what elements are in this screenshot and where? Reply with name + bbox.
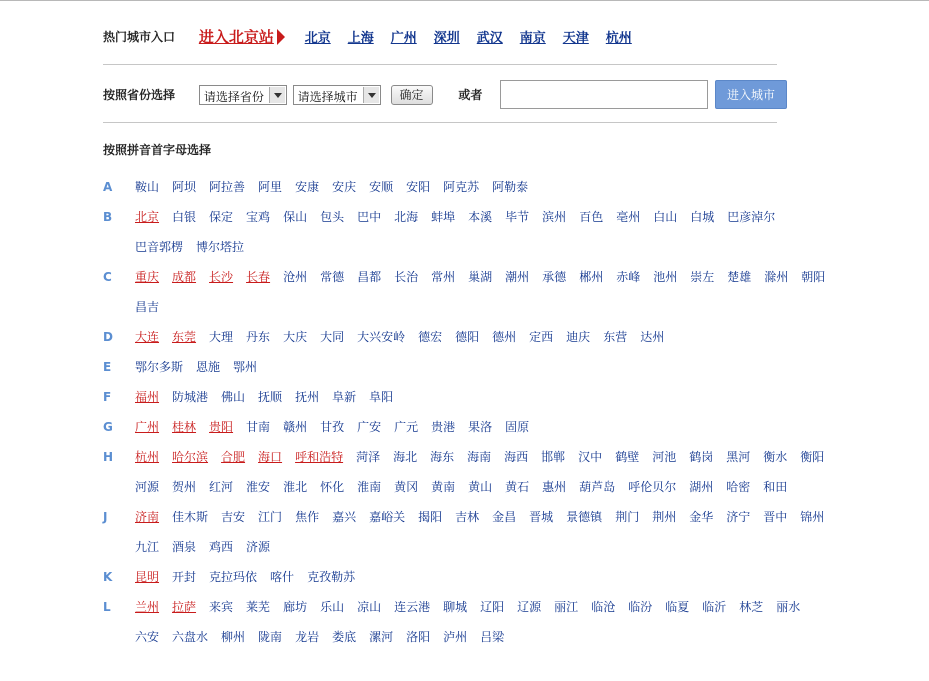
city-link[interactable]: 常州	[431, 270, 456, 284]
city-link[interactable]: 恩施	[196, 360, 221, 374]
city-link[interactable]: 鹤壁	[615, 450, 640, 464]
city-link[interactable]: 大理	[209, 330, 234, 344]
city-link[interactable]: 惠州	[542, 480, 567, 494]
hot-city-link[interactable]: 北京	[304, 31, 331, 46]
letter-group-b	[103, 202, 843, 262]
city-link[interactable]: 崇左	[690, 270, 715, 284]
letter-group-k	[103, 562, 843, 592]
city-list	[135, 172, 843, 202]
hot-city-link[interactable]: 杭州	[605, 31, 632, 46]
city-list	[135, 202, 843, 262]
city-link[interactable]: 白城	[690, 210, 715, 224]
city-link[interactable]: 呼伦贝尔	[628, 480, 677, 494]
city-link[interactable]: 贺州	[172, 480, 197, 494]
city-link[interactable]: 嘉兴	[332, 510, 357, 524]
city-link[interactable]: 阿拉善	[209, 180, 246, 194]
city-link[interactable]: 杭州	[135, 450, 160, 464]
city-link[interactable]: 大庆	[283, 330, 308, 344]
province-row	[103, 80, 787, 108]
city-link[interactable]: 鄂尔多斯	[135, 360, 184, 374]
city-link[interactable]: 定西	[529, 330, 554, 344]
city-list	[135, 502, 843, 562]
enter-city-button[interactable]: 进入城市	[715, 80, 787, 109]
letter-group-g	[103, 412, 843, 442]
city-link[interactable]: 郴州	[579, 270, 604, 284]
city-link[interactable]: 白山	[653, 210, 678, 224]
city-link[interactable]: 赤峰	[616, 270, 641, 284]
city-link[interactable]: 金华	[689, 510, 714, 524]
city-link[interactable]: 林芝	[739, 600, 764, 614]
city-link[interactable]: 包头	[320, 210, 345, 224]
city-link[interactable]: 承德	[542, 270, 567, 284]
city-list	[135, 322, 843, 352]
city-link[interactable]: 池州	[653, 270, 678, 284]
city-list	[135, 592, 843, 652]
city-link[interactable]: 黄冈	[394, 480, 419, 494]
city-link[interactable]: 菏泽	[356, 450, 381, 464]
city-link[interactable]: 江门	[258, 510, 283, 524]
city-link[interactable]: 连云港	[394, 600, 431, 614]
city-link[interactable]: 甘孜	[320, 420, 345, 434]
city-link[interactable]: 保定	[209, 210, 234, 224]
letter-group-d	[103, 322, 843, 352]
city-link[interactable]: 巴彦淖尔	[727, 210, 776, 224]
city-search-input[interactable]	[500, 80, 708, 109]
letter-group-l	[103, 592, 843, 652]
city-link[interactable]: 宝鸡	[246, 210, 271, 224]
city-link[interactable]: 红河	[209, 480, 234, 494]
city-list	[135, 382, 843, 412]
city-link[interactable]: 大连	[135, 330, 160, 344]
city-link[interactable]: 拉萨	[172, 600, 197, 614]
city-link[interactable]: 廊坊	[283, 600, 308, 614]
city-link[interactable]: 常德	[320, 270, 345, 284]
letter-heading: H	[103, 450, 114, 464]
city-link[interactable]: 黄南	[431, 480, 456, 494]
letter-group-e	[103, 352, 843, 382]
city-list	[135, 352, 843, 382]
city-link[interactable]: 丽水	[776, 600, 801, 614]
city-link[interactable]: 阿克苏	[443, 180, 480, 194]
city-link[interactable]: 黄山	[468, 480, 493, 494]
city-link[interactable]: 北海	[394, 210, 419, 224]
city-link[interactable]: 丽江	[554, 600, 579, 614]
city-link[interactable]: 亳州	[616, 210, 641, 224]
city-link[interactable]: 广元	[394, 420, 419, 434]
chevron-down-icon[interactable]	[269, 87, 285, 103]
divider	[103, 64, 777, 65]
city-list	[135, 262, 843, 322]
letter-heading: B	[103, 210, 113, 224]
city-link[interactable]: 河源	[135, 480, 160, 494]
city-link[interactable]: 防城港	[172, 390, 209, 404]
city-link[interactable]: 漯河	[369, 630, 394, 644]
city-link[interactable]: 衡水	[763, 450, 788, 464]
province-select-value: 请选择省份	[203, 89, 264, 104]
hot-city-label: 热门城市入口	[103, 30, 176, 44]
city-link[interactable]: 白银	[172, 210, 197, 224]
city-link[interactable]: 娄底	[332, 630, 357, 644]
letter-heading: J	[103, 510, 108, 524]
city-link[interactable]: 长治	[394, 270, 419, 284]
city-link[interactable]: 德州	[492, 330, 517, 344]
city-link[interactable]: 固原	[505, 420, 530, 434]
hot-city-link[interactable]: 武汉	[476, 31, 503, 46]
city-link[interactable]: 大兴安岭	[357, 330, 406, 344]
letter-heading: L	[103, 600, 111, 614]
city-link[interactable]: 佛山	[221, 390, 246, 404]
city-link[interactable]: 吉林	[455, 510, 480, 524]
pinyin-city-index	[103, 172, 843, 652]
city-link[interactable]: 济宁	[726, 510, 751, 524]
city-link[interactable]: 赣州	[283, 420, 308, 434]
city-link[interactable]: 安庆	[332, 180, 357, 194]
city-link[interactable]: 百色	[579, 210, 604, 224]
city-link[interactable]: 九江	[135, 540, 160, 554]
city-select[interactable]	[293, 85, 381, 105]
province-label: 按照省份选择	[103, 88, 176, 102]
city-link[interactable]: 博尔塔拉	[196, 240, 245, 254]
city-link[interactable]: 朝阳	[801, 270, 826, 284]
city-link[interactable]: 沧州	[283, 270, 308, 284]
city-link[interactable]: 达州	[640, 330, 665, 344]
city-link[interactable]: 鹤岗	[689, 450, 714, 464]
city-link[interactable]: 楚雄	[727, 270, 752, 284]
city-link[interactable]: 广州	[135, 420, 160, 434]
city-link[interactable]: 济南	[135, 510, 160, 524]
city-link[interactable]: 德宏	[418, 330, 443, 344]
city-link[interactable]: 贵港	[431, 420, 456, 434]
enter-beijing-link[interactable]: 进入北京站	[198, 28, 274, 46]
city-link[interactable]: 安康	[295, 180, 320, 194]
city-link[interactable]: 开封	[172, 570, 197, 584]
city-link[interactable]: 抚顺	[258, 390, 283, 404]
city-link[interactable]: 揭阳	[418, 510, 443, 524]
city-link[interactable]: 鸡西	[209, 540, 234, 554]
city-link[interactable]: 哈密	[726, 480, 751, 494]
city-link[interactable]: 和田	[763, 480, 788, 494]
letter-group-h	[103, 442, 843, 502]
letter-group-a	[103, 172, 843, 202]
city-link[interactable]: 哈尔滨	[172, 450, 209, 464]
city-link[interactable]: 巴音郭楞	[135, 240, 184, 254]
city-link[interactable]: 保山	[283, 210, 308, 224]
city-link[interactable]: 晋城	[529, 510, 554, 524]
city-link[interactable]: 喀什	[270, 570, 295, 584]
city-link[interactable]: 合肥	[221, 450, 246, 464]
letter-heading: G	[103, 420, 113, 434]
city-link[interactable]: 陇南	[258, 630, 283, 644]
city-link[interactable]: 锦州	[800, 510, 825, 524]
city-link[interactable]: 晋中	[763, 510, 788, 524]
hot-city-link[interactable]: 天津	[562, 31, 589, 46]
city-link[interactable]: 济源	[246, 540, 271, 554]
letter-heading: A	[103, 180, 113, 194]
city-link[interactable]: 重庆	[135, 270, 160, 284]
divider	[103, 122, 777, 123]
city-link[interactable]: 吕梁	[480, 630, 505, 644]
city-link[interactable]: 滁州	[764, 270, 789, 284]
city-link[interactable]: 潮州	[505, 270, 530, 284]
city-link[interactable]: 海西	[504, 450, 529, 464]
city-link[interactable]: 阿里	[258, 180, 283, 194]
city-link[interactable]: 巢湖	[468, 270, 493, 284]
city-link[interactable]: 辽阳	[480, 600, 505, 614]
city-link[interactable]: 德阳	[455, 330, 480, 344]
city-link[interactable]: 佳木斯	[172, 510, 209, 524]
city-link[interactable]: 滨州	[542, 210, 567, 224]
city-link[interactable]: 龙岩	[295, 630, 320, 644]
city-link[interactable]: 嘉峪关	[369, 510, 406, 524]
city-select-value: 请选择城市	[297, 89, 358, 104]
hot-city-row	[103, 26, 649, 48]
city-link[interactable]: 甘南	[246, 420, 271, 434]
city-link[interactable]: 阿坝	[172, 180, 197, 194]
city-link[interactable]: 黄石	[505, 480, 530, 494]
letter-heading: E	[103, 360, 112, 374]
city-link[interactable]: 呼和浩特	[295, 450, 344, 464]
city-link[interactable]: 东营	[603, 330, 628, 344]
city-list	[135, 412, 843, 442]
city-link[interactable]: 怀化	[320, 480, 345, 494]
city-link[interactable]: 福州	[135, 390, 160, 404]
arrow-right-icon	[277, 29, 285, 45]
city-link[interactable]: 焦作	[295, 510, 320, 524]
city-link[interactable]: 东莞	[172, 330, 197, 344]
city-link[interactable]: 六安	[135, 630, 160, 644]
city-link[interactable]: 北京	[135, 210, 160, 224]
city-link[interactable]: 鞍山	[135, 180, 160, 194]
hot-city-link[interactable]: 上海	[347, 31, 374, 46]
city-link[interactable]: 克孜勒苏	[307, 570, 356, 584]
hot-city-list	[304, 29, 649, 46]
province-select[interactable]	[199, 85, 287, 105]
letter-heading: D	[103, 330, 113, 344]
city-link[interactable]: 葫芦岛	[579, 480, 616, 494]
city-link[interactable]: 淮北	[283, 480, 308, 494]
letter-group-j	[103, 502, 843, 562]
city-link[interactable]: 昆明	[135, 570, 160, 584]
city-link[interactable]: 湖州	[689, 480, 714, 494]
letter-group-f	[103, 382, 843, 412]
city-link[interactable]: 抚州	[295, 390, 320, 404]
top-border	[0, 0, 929, 1]
city-list	[135, 562, 843, 592]
city-link[interactable]: 黑河	[726, 450, 751, 464]
city-link[interactable]: 海东	[430, 450, 455, 464]
city-link[interactable]: 长春	[246, 270, 271, 284]
letter-heading: K	[103, 570, 113, 584]
city-link[interactable]: 邯郸	[541, 450, 566, 464]
city-link[interactable]: 临夏	[665, 600, 690, 614]
city-link[interactable]: 本溪	[468, 210, 493, 224]
city-link[interactable]: 淮南	[357, 480, 382, 494]
city-link[interactable]: 衡阳	[800, 450, 825, 464]
city-link[interactable]: 临沂	[702, 600, 727, 614]
city-link[interactable]: 长沙	[209, 270, 234, 284]
city-link[interactable]: 果洛	[468, 420, 493, 434]
city-link[interactable]: 广安	[357, 420, 382, 434]
city-link[interactable]: 大同	[320, 330, 345, 344]
letter-heading: F	[103, 390, 112, 404]
city-link[interactable]: 荆州	[652, 510, 677, 524]
letter-heading: C	[103, 270, 112, 284]
city-link[interactable]: 阜阳	[369, 390, 394, 404]
city-link[interactable]: 金昌	[492, 510, 517, 524]
city-link[interactable]: 昌都	[357, 270, 382, 284]
city-link[interactable]: 酒泉	[172, 540, 197, 554]
city-link[interactable]: 柳州	[221, 630, 246, 644]
city-link[interactable]: 迪庆	[566, 330, 591, 344]
confirm-button[interactable]: 确定	[391, 85, 433, 105]
city-link[interactable]: 泸州	[443, 630, 468, 644]
city-link[interactable]: 毕节	[505, 210, 530, 224]
or-label: 或者	[458, 88, 483, 102]
city-link[interactable]: 来宾	[209, 600, 234, 614]
city-link[interactable]: 兰州	[135, 600, 160, 614]
hot-city-link[interactable]: 广州	[390, 31, 417, 46]
pinyin-section-title: 按照拼音首字母选择	[103, 143, 212, 157]
city-link[interactable]: 安顺	[369, 180, 394, 194]
city-link[interactable]: 海南	[467, 450, 492, 464]
city-link[interactable]: 桂林	[172, 420, 197, 434]
city-link[interactable]: 昌吉	[135, 300, 160, 314]
city-link[interactable]: 巴中	[357, 210, 382, 224]
letter-group-c	[103, 262, 843, 322]
city-link[interactable]: 临汾	[628, 600, 653, 614]
city-link[interactable]: 吉安	[221, 510, 246, 524]
city-link[interactable]: 河池	[652, 450, 677, 464]
city-link[interactable]: 海口	[258, 450, 283, 464]
city-link[interactable]: 阿勒泰	[492, 180, 529, 194]
city-link[interactable]: 阜新	[332, 390, 357, 404]
city-link[interactable]: 汉中	[578, 450, 603, 464]
city-link[interactable]: 淮安	[246, 480, 271, 494]
city-link[interactable]: 临沧	[591, 600, 616, 614]
city-link[interactable]: 海北	[393, 450, 418, 464]
city-link[interactable]: 洛阳	[406, 630, 431, 644]
city-link[interactable]: 贵阳	[209, 420, 234, 434]
city-link[interactable]: 鄂州	[233, 360, 258, 374]
city-link[interactable]: 莱芜	[246, 600, 271, 614]
chevron-down-icon[interactable]	[363, 87, 379, 103]
city-link[interactable]: 聊城	[443, 600, 468, 614]
city-link[interactable]: 凉山	[357, 600, 382, 614]
hot-city-link[interactable]: 南京	[519, 31, 546, 46]
city-link[interactable]: 六盘水	[172, 630, 209, 644]
city-link[interactable]: 荆门	[615, 510, 640, 524]
city-link[interactable]: 景德镇	[566, 510, 603, 524]
city-link[interactable]: 成都	[172, 270, 197, 284]
city-link[interactable]: 乐山	[320, 600, 345, 614]
city-link[interactable]: 克拉玛依	[209, 570, 258, 584]
hot-city-link[interactable]: 深圳	[433, 31, 460, 46]
city-link[interactable]: 安阳	[406, 180, 431, 194]
city-link[interactable]: 丹东	[246, 330, 271, 344]
city-link[interactable]: 蚌埠	[431, 210, 456, 224]
city-list	[135, 442, 843, 502]
city-link[interactable]: 辽源	[517, 600, 542, 614]
